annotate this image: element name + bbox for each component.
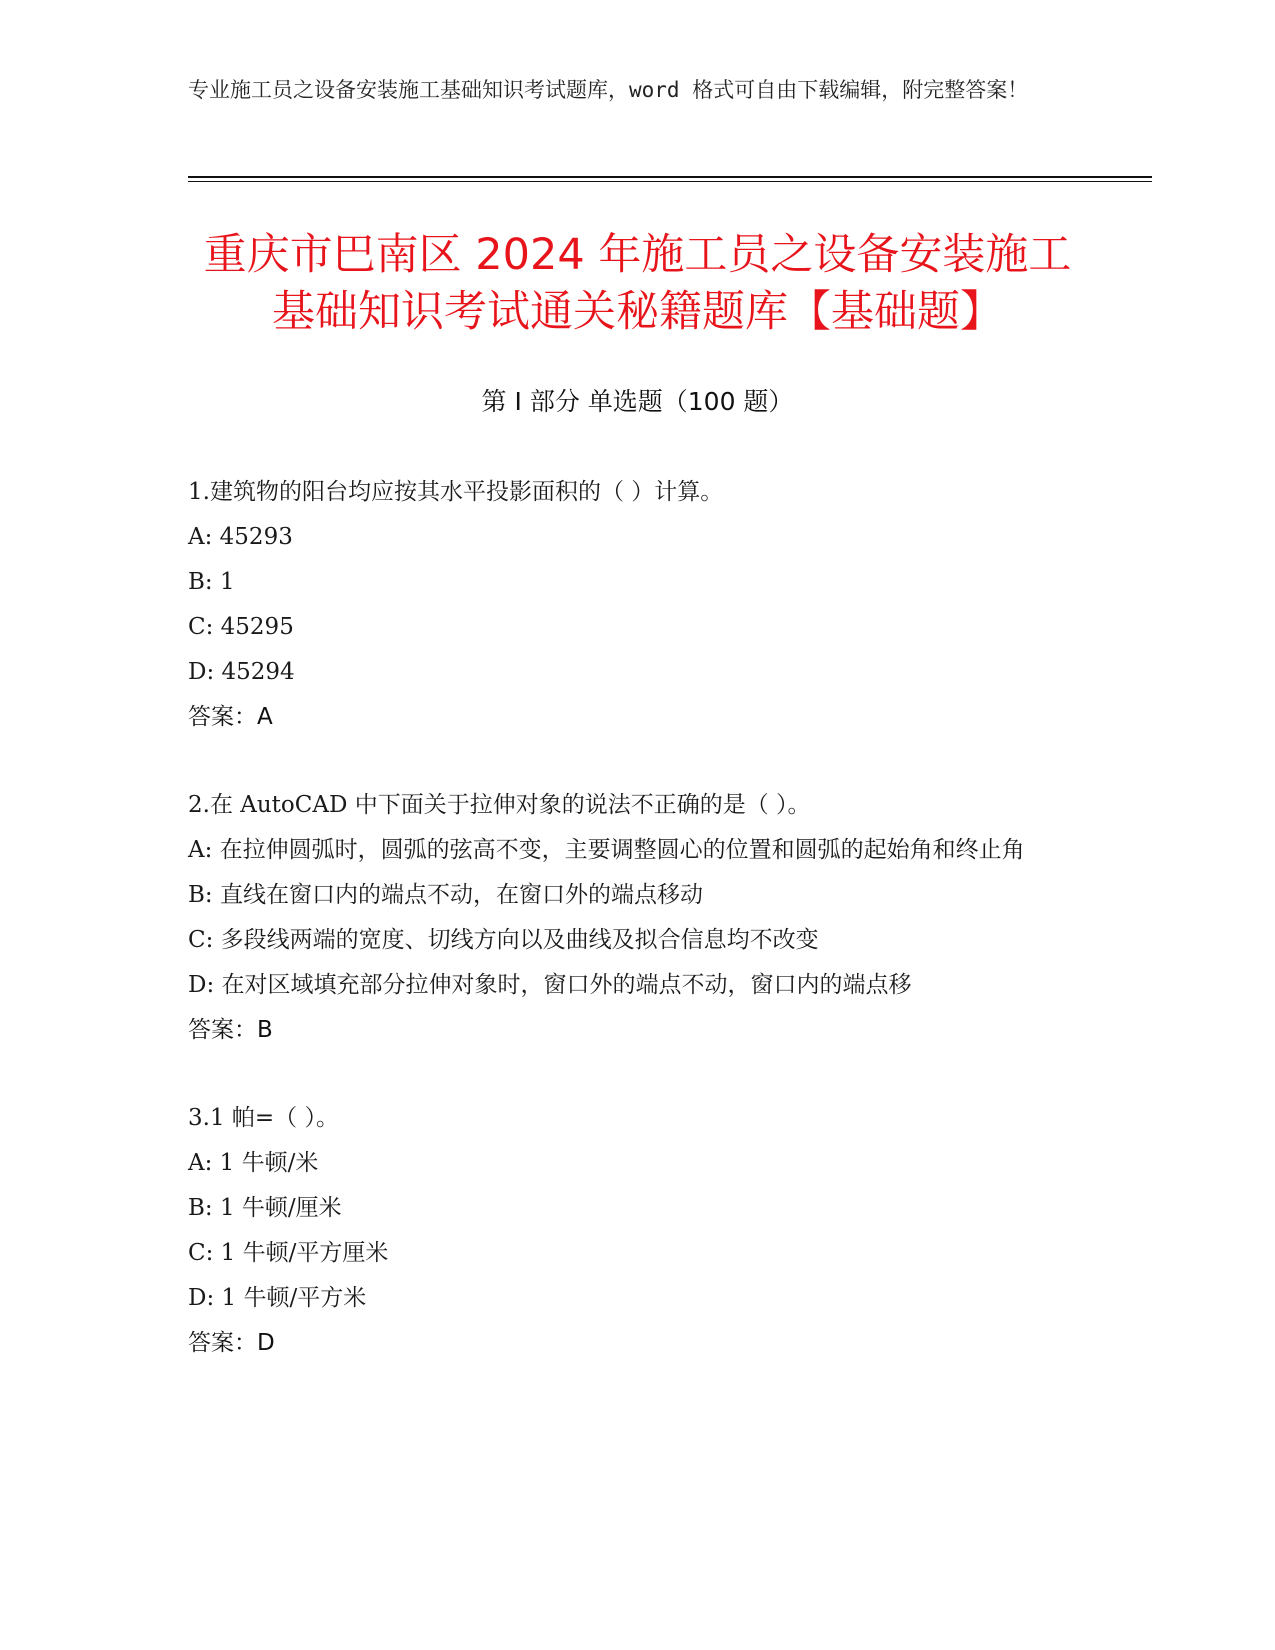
option-d: D: 45294 — [188, 659, 295, 685]
option-c: C: 45295 — [188, 614, 294, 640]
answer: 答案：D — [188, 1330, 275, 1356]
option-b: B: 1 牛顿/厘米 — [188, 1195, 342, 1221]
question-stem: 1.建筑物的阳台均应按其水平投影面积的（ ）计算。 — [188, 479, 724, 505]
option-a: A: 45293 — [188, 524, 293, 550]
section-heading: 第 I 部分 单选题（100 题） — [481, 387, 794, 416]
option-c: C: 1 牛顿/平方厘米 — [188, 1240, 389, 1266]
option-b: B: 直线在窗口内的端点不动，在窗口外的端点移动 — [188, 882, 703, 908]
document-title-line-1: 重庆市巴南区 2024 年施工员之设备安装施工 — [203, 230, 1072, 280]
answer: 答案：B — [188, 1017, 273, 1043]
option-a: A: 在拉伸圆弧时，圆弧的弦高不变，主要调整圆心的位置和圆弧的起始角和终止角 — [188, 837, 1025, 863]
question-list — [188, 470, 1068, 1409]
question-1 — [188, 470, 1068, 740]
document-title — [150, 227, 1125, 341]
document-title-line-2: 基础知识考试通关秘籍题库【基础题】 — [272, 287, 1003, 337]
header-divider-thick — [188, 176, 1152, 178]
option-c: C: 多段线两端的宽度、切线方向以及曲线及拟合信息均不改变 — [188, 927, 819, 953]
option-b: B: 1 — [188, 569, 235, 595]
question-stem: 3.1 帕=（ ）。 — [188, 1105, 339, 1131]
option-d: D: 在对区域填充部分拉伸对象时，窗口外的端点不动，窗口内的端点移 — [188, 972, 912, 998]
option-d: D: 1 牛顿/平方米 — [188, 1285, 367, 1311]
option-a: A: 1 牛顿/米 — [188, 1150, 319, 1176]
header-note: 专业施工员之设备安装施工基础知识考试题库，word 格式可自由下载编辑，附完整答案！ — [188, 78, 1029, 102]
question-2 — [188, 783, 1068, 1053]
question-3 — [188, 1096, 1068, 1366]
question-stem: 2.在 AutoCAD 中下面关于拉伸对象的说法不正确的是（ ）。 — [188, 792, 811, 818]
answer: 答案：A — [188, 704, 273, 730]
header-divider-thin — [188, 181, 1152, 182]
